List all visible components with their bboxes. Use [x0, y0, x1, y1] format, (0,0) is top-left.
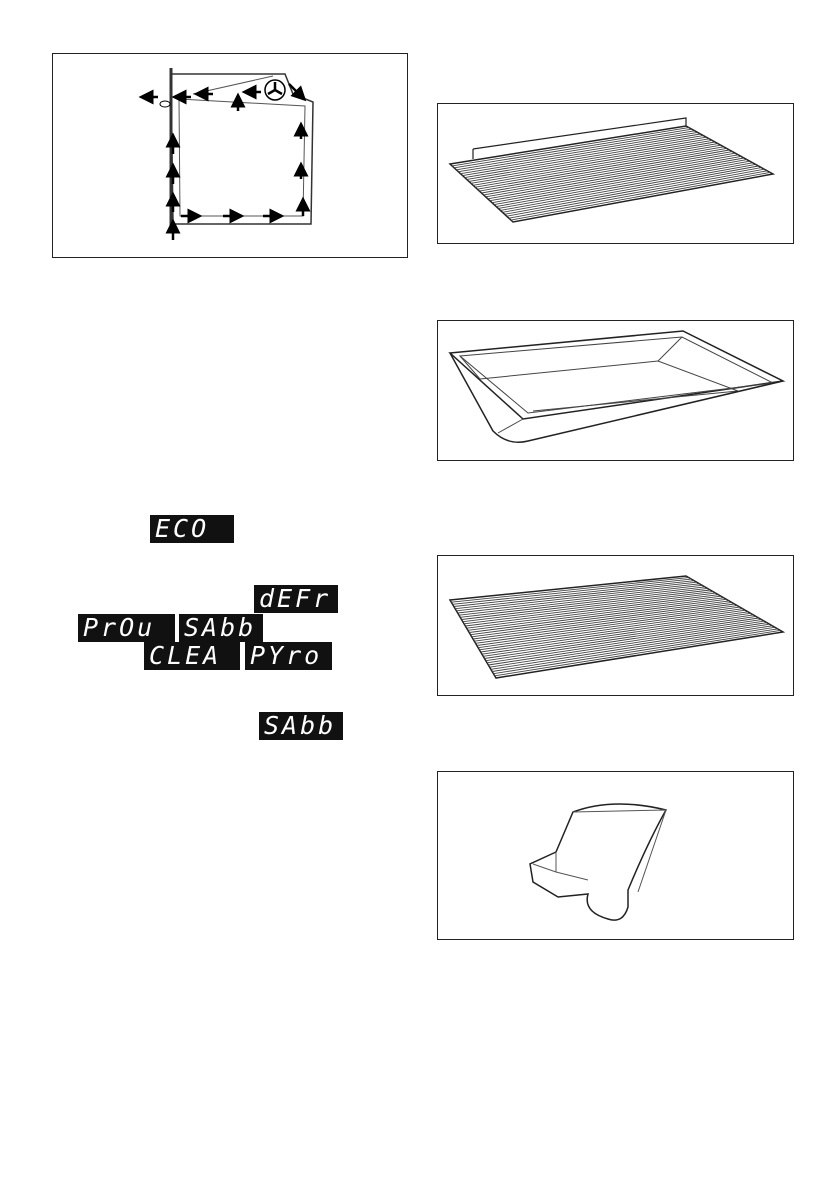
display-sabb-2: SAbb	[259, 712, 343, 740]
baking-tray-frame	[437, 320, 794, 461]
display-clea: CLEA	[144, 642, 240, 670]
wire-bar	[469, 140, 712, 181]
airflow-diagram	[53, 54, 407, 257]
wire-bar	[511, 172, 770, 220]
display-sabb: SAbb	[179, 614, 263, 642]
display-pyro: PYro	[245, 642, 332, 670]
scoop-icon	[438, 772, 793, 939]
oven-inner-outline	[179, 99, 305, 216]
grill-rack-frame	[437, 103, 794, 244]
oven-cavity-outline	[171, 74, 313, 224]
scoop-frame	[437, 771, 794, 940]
oven-shelf-frame	[437, 555, 794, 696]
fan-icon	[265, 80, 285, 100]
airflow-diagram-frame	[52, 53, 408, 258]
wire-bar	[454, 581, 694, 607]
deep-tray-icon	[438, 321, 793, 460]
display-prov: PrOu	[78, 614, 175, 642]
wire-shelf-icon	[438, 556, 793, 695]
wire-bar	[509, 171, 767, 218]
grill-rack-icon	[438, 104, 793, 243]
wire-bar	[507, 169, 765, 216]
wire-bar	[471, 142, 715, 183]
display-eco: ECO	[150, 515, 234, 543]
display-defr: dEFr	[254, 585, 338, 613]
